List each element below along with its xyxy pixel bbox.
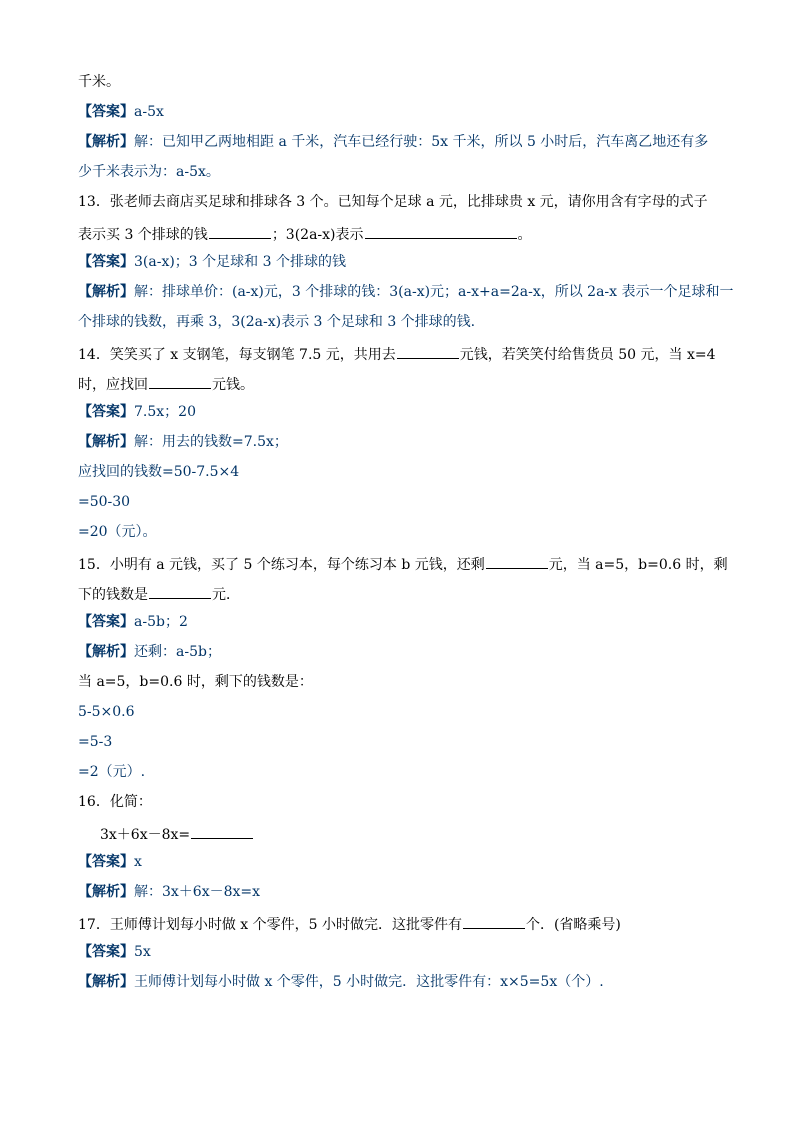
answer-line-16 [78,854,728,871]
answer-text: a-5x [134,104,164,120]
answer-blank[interactable] [149,584,211,599]
analysis-text: 当 a=5，b=0.6 时，剩下的钱数是： [78,674,313,690]
answer-tag: 【答案】 [78,614,134,630]
answer-text: a-5b；2 [134,614,188,630]
answer-text: x [134,854,142,870]
question-text: 16．化简： [78,794,152,810]
answer-tag: 【答案】 [78,944,134,960]
answer-line-14 [78,404,728,421]
question-text: 个．(省略乘号) [525,917,621,933]
question-13a [78,194,728,211]
analysis-text: =50-30 [78,494,131,510]
question-text: 13．张老师去商店买足球和排球各 3 个。已知每个足球 a 元，比排球贵 x 元，请你用含有字母的式子 [78,194,708,210]
analysis-text: 解：3x＋6x－8x=x [134,884,261,900]
analysis-text: 解：用去的钱数=7.5x； [134,434,288,450]
analysis-line-12b [78,164,728,181]
question-16a [78,794,728,811]
answer-blank[interactable] [486,554,548,569]
answer-tag: 【答案】 [78,254,134,270]
question-text: 3x＋6x－8x= [100,827,191,843]
answer-text: 7.5x；20 [134,404,196,420]
analysis-line-15e [78,764,728,781]
question-17 [78,914,728,931]
question-13b [78,224,728,241]
analysis-line-15b [78,674,728,691]
question-text: ；3(2a-x)表示 [271,227,364,243]
question-text: 时，应找回 [78,377,148,393]
text: 千米。 [78,74,120,90]
answer-line-12 [78,104,728,121]
analysis-line-15d [78,734,728,751]
analysis-text: 应找回的钱数=50-7.5×4 [78,464,240,480]
answer-blank[interactable] [463,914,525,929]
answer-tag: 【答案】 [78,854,134,870]
analysis-text: =5-3 [78,734,113,750]
text-line [78,74,728,91]
answer-blank[interactable] [365,224,517,239]
analysis-text: 还剩：a-5b； [134,644,221,660]
analysis-tag: 【解析】 [78,644,134,660]
analysis-line-13b [78,314,728,331]
answer-line-15 [78,614,728,631]
answer-line-17 [78,944,728,961]
analysis-line-17 [78,974,728,991]
analysis-tag: 【解析】 [78,434,134,450]
analysis-line-13a [78,284,734,301]
question-text: 。 [517,227,532,243]
analysis-line-14d [78,524,728,541]
analysis-line-12a [78,134,728,151]
question-14b [78,374,728,391]
answer-blank[interactable] [149,374,211,389]
analysis-text: 王师傅计划每小时做 x 个零件，5 小时做完．这批零件有：x×5=5x（个）. [134,974,604,990]
answer-blank[interactable] [397,344,459,359]
analysis-text: 解：排球单价：(a-x)元，3 个排球的钱：3(a-x)元；a-x+a=2a-x，所以 2a-x 表示一个足球和一 [134,284,734,300]
analysis-tag: 【解析】 [78,974,134,990]
document-page [78,74,734,1004]
analysis-tag: 【解析】 [78,884,134,900]
analysis-line-15a [78,644,728,661]
question-16b [78,824,728,841]
question-14a [78,344,728,361]
answer-blank[interactable] [191,824,253,839]
answer-blank[interactable] [209,224,271,239]
analysis-tag: 【解析】 [78,284,134,300]
question-text: 14．笑笑买了 x 支钢笔，每支钢笔 7.5 元，共用去 [78,347,396,363]
answer-text: 3(a-x)；3 个足球和 3 个排球的钱 [134,254,346,270]
analysis-text: 解：已知甲乙两地相距 a 千米，汽车已经行驶：5x 千米，所以 5 小时后，汽车离乙地还有多 [134,134,709,150]
analysis-text: 少千米表示为：a-5x。 [78,164,220,180]
question-text: 下的钱数是 [78,587,148,603]
analysis-tag: 【解析】 [78,134,134,150]
analysis-line-14c [78,494,728,511]
answer-tag: 【答案】 [78,104,134,120]
analysis-text: 个排球的钱数，再乘 3，3(2a-x)表示 3 个足球和 3 个排球的钱. [78,314,476,330]
question-text: 表示买 3 个排球的钱 [78,227,208,243]
analysis-line-14b [78,464,728,481]
answer-text: 5x [134,944,151,960]
question-15a [78,554,728,571]
answer-tag: 【答案】 [78,404,134,420]
question-text: 15．小明有 a 元钱，买了 5 个练习本，每个练习本 b 元钱，还剩 [78,557,485,573]
question-text: 元钱，若笑笑付给售货员 50 元，当 x=4 [459,347,716,363]
answer-line-13 [78,254,728,271]
analysis-text: =2（元）. [78,764,146,780]
analysis-text: =20（元）。 [78,524,157,540]
analysis-line-15c [78,704,728,721]
analysis-text: 5-5×0.6 [78,704,135,720]
question-text: 元钱。 [212,377,254,393]
question-text: 元，当 a=5，b=0.6 时，剩 [548,557,728,573]
analysis-line-16 [78,884,728,901]
question-text: 元． [212,587,240,603]
question-15b [78,584,728,601]
question-text: 17．王师傅计划每小时做 x 个零件，5 小时做完．这批零件有 [78,917,462,933]
analysis-line-14a [78,434,728,451]
